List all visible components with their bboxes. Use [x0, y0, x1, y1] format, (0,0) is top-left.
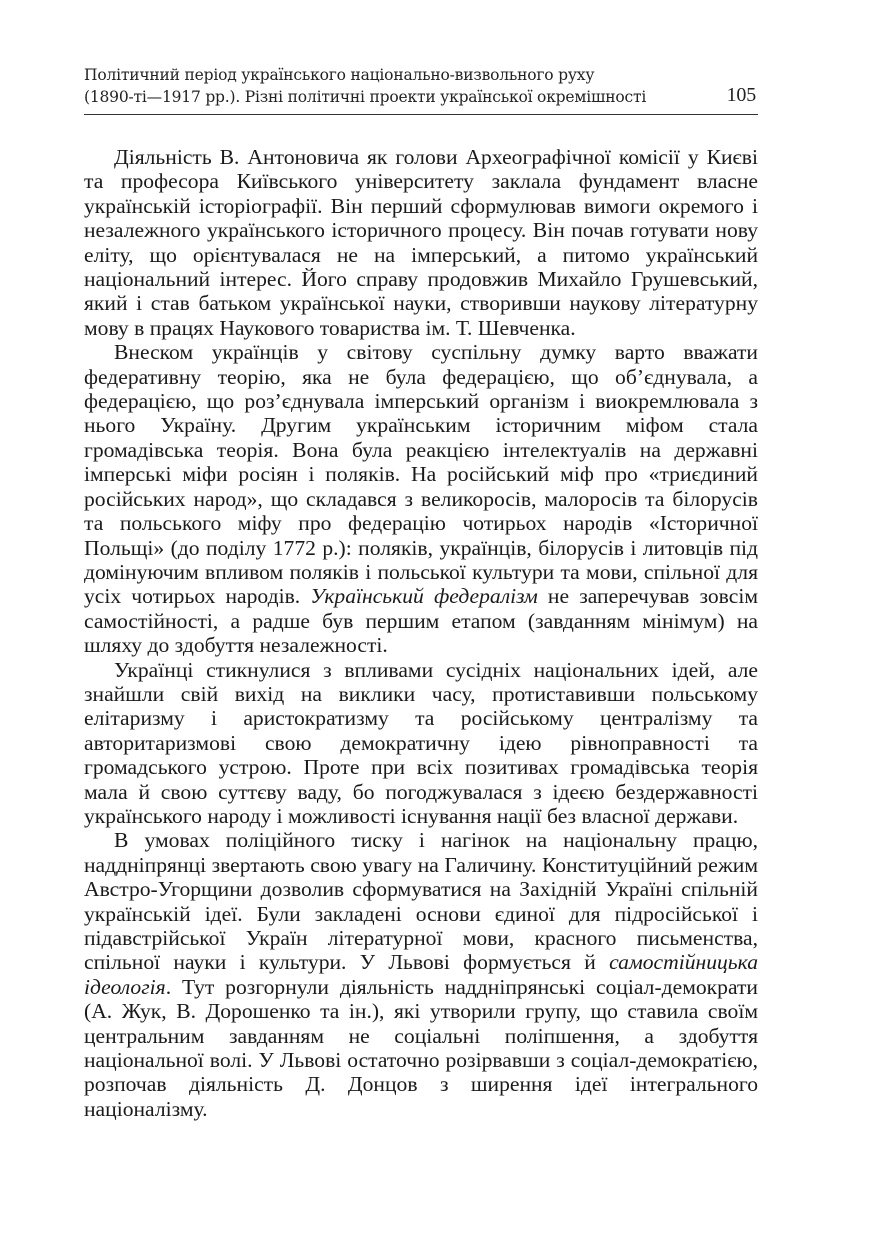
- book-page: [84, 64, 758, 1121]
- paragraph-text: . Тут розгорнули діяльність наддніпрянські соціал-демократи (А. Жук, В. Дорошенко та ін.), які утворили групу, що ставила своїм центральним завданням не соціальні поліпшення, а здобуття національної волі. У Львові остаточно розірвавши з соціал-демократією, розпочав діяльність Д. Донцов з ширення ідеї інтегрального націоналізму.: [84, 974, 758, 1121]
- running-head-title-line-2: (1890-ті—1917 рр.). Різні політичні проекти української окремішності: [84, 88, 647, 106]
- page-number: 105: [726, 84, 756, 106]
- running-head-title-line-1: Політичний період українського національно-визвольного руху: [84, 66, 595, 84]
- paragraph-antonovych: [84, 145, 758, 340]
- paragraph-federative-theory: [84, 340, 758, 657]
- italic-term-independence-ideology: самостійницька ідеологія: [84, 950, 758, 999]
- running-head: [84, 64, 758, 115]
- italic-term-ukrainian-federalism: Український федералізм: [310, 584, 538, 609]
- paragraph-text: Внеском українців у світову суспільну думку варто вважати федеративну теорію, яка не була федерацією, що об’єднувала, а федерацією, що роз’єднувала імперський організм і виокремлювала з нього Україну. Другим українським історичним міфом стала громадівська теорія. Вона була реакцією інтелектуалів на державні імперські міфи росіян і поляків. На російський міф про «триєдиний російських народ», що складався з великоросів, малоросів та білорусів та польського міфу про федерацію чотирьох народів «Історичної Польщі» (до поділу 1772 р.): поляків, українців, білорусів і литовців під домінуючим впливом поляків і польської культури та мови, спільної для усіх чотирьох народів.: [84, 340, 758, 609]
- paragraph-galicia: [84, 828, 758, 1121]
- paragraph-text: Українці стикнулися з впливами сусідніх національних ідей, але знайшли свій вихід на виклики часу, протиставивши польському елітаризму і аристократизму та російському централізму та авторитаризмові свою демократичну ідею рівноправності та громадського устрою. Проте при всіх позитивах громадівська теорія мала й свою суттєву ваду, бо погоджувалася з ідеєю бездержавності українського народу і можливості існування нації без власної держави.: [84, 657, 758, 828]
- body-text: [84, 145, 758, 1121]
- paragraph-neighbouring-ideas: [84, 658, 758, 829]
- paragraph-text: В умовах поліційного тиску і нагінок на національну працю, наддніпрянці звертають свою увагу на Галичину. Конституційний режим Австро-Угорщини дозволив сформуватися на Західній Україні спільній українській ідеї. Були закладені основи єдиної для підросійської і підавстрійської Україн літературної мови, красного письменства, спільної науки і культури. У Львові формується й: [84, 828, 758, 975]
- paragraph-text: Діяльність В. Антоновича як голови Археографічної комісії у Києві та професора Київського університету заклала фундамент власне українській історіографії. Він перший сформулював вимоги окремого і незалежного українського історичного процесу. Він почав готувати нову еліту, що орієнтувалася не на імперський, а питомо український національний інтерес. Його справу продовжив Михайло Грушевський, який і став батьком української науки, створивши наукову літературну мову в працях Наукового товариства ім. Т. Шевченка.: [84, 145, 758, 340]
- paragraph-text: не заперечував зовсім самостійності, а радше був першим етапом (завданням мінімум) на шляху до здобуття незалежності.: [84, 584, 759, 658]
